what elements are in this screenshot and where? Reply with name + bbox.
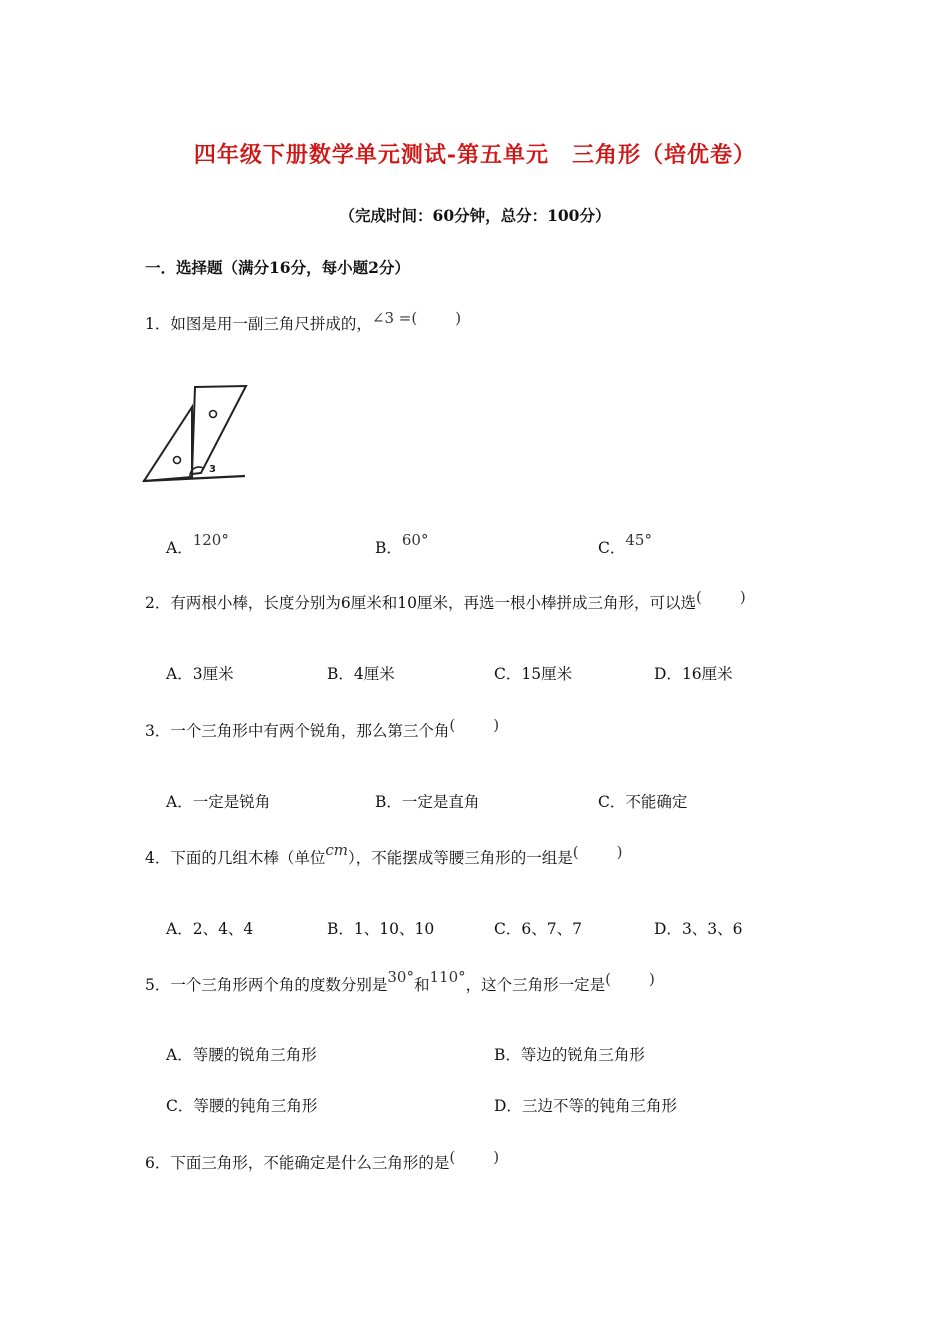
option-c[interactable] <box>598 531 652 558</box>
option-letter: C． <box>598 539 626 557</box>
answer-blank: ( ) <box>572 843 623 861</box>
option-a[interactable]: A．等腰的锐角三角形 <box>166 1046 317 1064</box>
option-c[interactable]: C．不能确定 <box>598 793 688 811</box>
triangle-rulers-figure <box>140 380 252 488</box>
set-square-30-60 <box>192 386 246 474</box>
option-a[interactable]: A．一定是锐角 <box>166 793 271 811</box>
option-b[interactable]: B．4厘米 <box>327 665 395 683</box>
option-a[interactable] <box>166 531 229 558</box>
section-heading: 一．选择题（满分16分，每小题2分） <box>145 258 410 277</box>
option-value: 60° <box>401 531 429 549</box>
option-d[interactable]: D．3、3、6 <box>654 920 743 938</box>
answer-blank: ( ) <box>449 716 500 734</box>
option-d[interactable]: D．三边不等的钝角三角形 <box>494 1097 677 1115</box>
option-letter: A． <box>166 539 193 557</box>
ruler-hole <box>210 411 217 418</box>
option-value: 45° <box>625 531 652 549</box>
option-d[interactable]: D．16厘米 <box>654 665 733 683</box>
answer-blank: ( ) <box>605 970 655 988</box>
option-a[interactable]: A．3厘米 <box>166 665 234 683</box>
page-title: 四年级下册数学单元测试-第五单元 三角形（培优卷） <box>193 142 757 168</box>
option-b[interactable]: B．等边的锐角三角形 <box>494 1046 645 1064</box>
question-stem: 2．有两根小棒，长度分别为6厘米和10厘米，再选一根小棒拼成三角形，可以选 <box>145 594 696 612</box>
question-2 <box>145 588 746 613</box>
option-b[interactable] <box>375 531 429 558</box>
option-b[interactable]: B．一定是直角 <box>375 793 480 811</box>
option-c[interactable]: C．等腰的钝角三角形 <box>166 1097 318 1115</box>
answer-blank: ( ) <box>449 1148 500 1166</box>
option-value: 120° <box>192 531 229 549</box>
question-stem: 1．如图是用一副三角尺拼成的， <box>145 315 372 333</box>
angle-label: 3 <box>209 464 216 475</box>
question-1 <box>145 309 462 334</box>
angle-value: 30° <box>387 968 414 986</box>
ruler-hole <box>174 457 181 464</box>
angle-value: 110° <box>429 968 466 986</box>
option-a[interactable]: A．2、4、4 <box>166 920 254 938</box>
question-4: 4．下面的几组木棒（单位cm），不能摆成等腰三角形的一组是( ) <box>145 841 623 867</box>
option-c[interactable]: C．6、7、7 <box>494 920 582 938</box>
question-3 <box>145 716 500 741</box>
answer-blank: ( ) <box>695 588 746 606</box>
option-b[interactable]: B．1、10、10 <box>327 920 435 938</box>
close-paren: ) <box>455 309 462 327</box>
question-5: 5．一个三角形两个角的度数分别是30°和110°，这个三角形一定是( ) <box>145 968 655 994</box>
angle-expression: ∠3 =( <box>371 309 418 327</box>
exam-info: （完成时间：60分钟，总分：100分） <box>339 206 611 225</box>
question-6: 6．下面三角形，不能确定是什么三角形的是( ) <box>145 1148 500 1172</box>
unit-label: cm <box>325 841 348 859</box>
option-c[interactable]: C．15厘米 <box>494 665 573 683</box>
question-stem: 3．一个三角形中有两个锐角，那么第三个角 <box>145 722 450 740</box>
answer-blank <box>372 309 461 327</box>
set-square-45 <box>144 407 192 481</box>
option-letter: B． <box>375 539 402 557</box>
